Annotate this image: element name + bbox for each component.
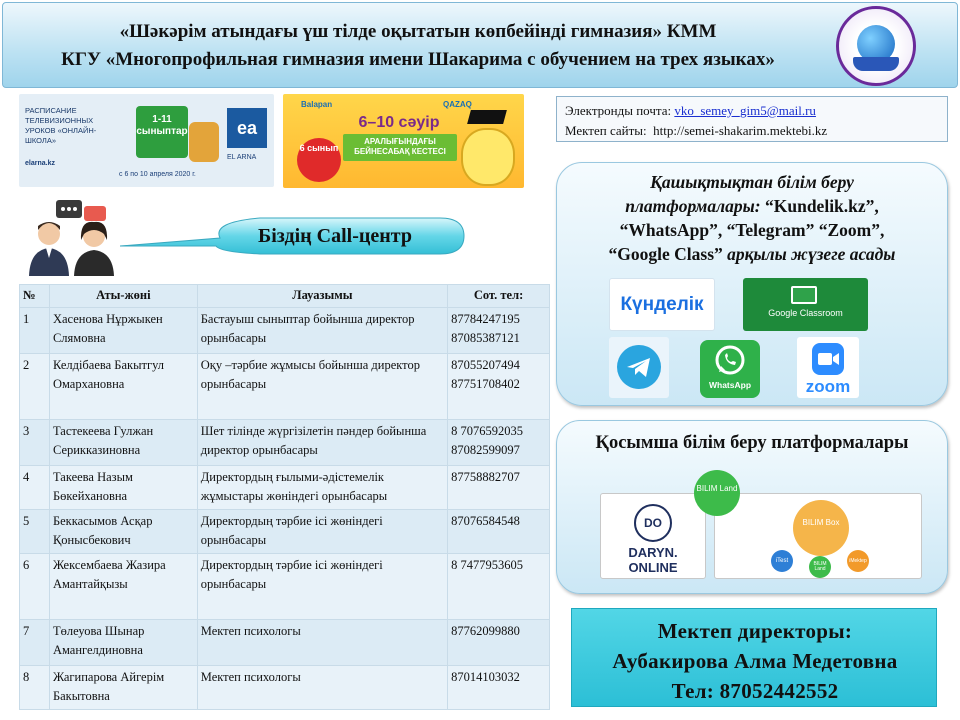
bilim-box-icon: BILIM Box bbox=[793, 500, 849, 556]
row-number: 5 bbox=[20, 510, 50, 554]
staff-name: Келдібаева Бакытгул Омархановна bbox=[49, 354, 197, 420]
staff-phones bbox=[448, 620, 550, 666]
staff-phones bbox=[448, 554, 550, 620]
daryn-online-logo[interactable] bbox=[600, 493, 706, 579]
zoom-logo[interactable] bbox=[797, 337, 859, 398]
call-center-label: Біздің Call-центр bbox=[258, 225, 412, 247]
row-number: 4 bbox=[20, 466, 50, 510]
staff-phones bbox=[448, 420, 550, 466]
classroom-board-icon bbox=[791, 286, 817, 304]
staff-phones bbox=[448, 510, 550, 554]
col-header-name: Аты-жөні bbox=[49, 285, 197, 308]
site-label: Мектеп сайты: bbox=[565, 122, 647, 138]
email-row bbox=[565, 101, 939, 121]
site-link[interactable]: http://semei-shakarim.mektebi.kz bbox=[653, 122, 828, 138]
book-icon bbox=[853, 57, 899, 71]
staff-position: Директордың тәрбие ісі жөніндегі орынбасары bbox=[197, 510, 447, 554]
director-name: Аубакирова Алма Медетовна bbox=[612, 649, 898, 673]
contact-box bbox=[556, 96, 948, 142]
director-phone[interactable]: Тел: 87052442552 bbox=[671, 679, 839, 703]
distance-line4-italic: арқылы жүзеге асады bbox=[722, 244, 896, 265]
qazaq-logo: QAZAQ bbox=[443, 100, 472, 109]
staff-name: Жагипарова Айгерім Бакытовна bbox=[49, 666, 197, 710]
zoom-camera-icon bbox=[812, 343, 844, 375]
row-number: 6 bbox=[20, 554, 50, 620]
director-box bbox=[571, 608, 937, 707]
kundelik-logo[interactable]: Күнделік bbox=[609, 278, 715, 331]
telegram-logo[interactable] bbox=[609, 337, 669, 398]
staff-position: Мектеп психологы bbox=[197, 666, 447, 710]
telegram-icon bbox=[617, 345, 661, 389]
table-row bbox=[20, 420, 550, 466]
row-number: 7 bbox=[20, 620, 50, 666]
distance-line4 bbox=[566, 242, 938, 266]
tv-lessons-dates: с 6 по 10 апреля 2020 г. bbox=[119, 171, 196, 178]
site-row bbox=[565, 121, 939, 141]
table-row bbox=[20, 510, 550, 554]
table-row bbox=[20, 354, 550, 420]
distance-line4-start: “Google Class” bbox=[608, 244, 723, 265]
bilim-land-icon[interactable]: BILIM Land bbox=[694, 470, 740, 516]
video-lessons-dates: 6–10 сәуір bbox=[358, 114, 440, 131]
staff-name: Жексембаева Жазира Амантайқызы bbox=[49, 554, 197, 620]
video-lessons-banner[interactable] bbox=[283, 94, 524, 188]
staff-phones bbox=[448, 466, 550, 510]
header-title-kz: «Шәкәрім атындағы үш тілде оқытатын көпбейінді гимназия» КММ bbox=[119, 21, 717, 42]
apple-grade-badge: 6 сынып bbox=[297, 138, 341, 182]
director-title: Мектеп директоры: bbox=[657, 619, 853, 643]
call-center-people-icon bbox=[24, 198, 124, 276]
daryn-do-icon: DO bbox=[634, 504, 672, 542]
phone-number[interactable]: 87076584548 bbox=[451, 514, 520, 528]
staff-phones bbox=[448, 354, 550, 420]
distance-line2-rest: “Kundelik.kz”, bbox=[760, 196, 879, 217]
backpack-icon bbox=[189, 122, 219, 162]
staff-position: Бастауыш сыныптар бойынша директор орынбасары bbox=[197, 308, 447, 354]
row-number: 8 bbox=[20, 666, 50, 710]
phone-number[interactable]: 87055207494 bbox=[451, 358, 520, 372]
staff-name: Тастекеева Гулжан Серикказиновна bbox=[49, 420, 197, 466]
table-row bbox=[20, 466, 550, 510]
video-lessons-subtitle: АРАЛЫҒЫНДАҒЫ БЕЙНЕСАБАҚ КЕСТЕСІ bbox=[343, 134, 457, 161]
tv-lessons-text: РАСПИСАНИЕ ТЕЛЕВИЗИОННЫХ УРОКОВ «ОНЛАЙН-ШКОЛА» bbox=[25, 106, 97, 146]
col-header-position: Лауазымы bbox=[197, 285, 447, 308]
table-row bbox=[20, 620, 550, 666]
distance-line2 bbox=[566, 194, 938, 218]
bilim-land-small-icon: BILIM Land bbox=[809, 556, 831, 578]
owl-icon bbox=[461, 128, 515, 186]
daryn-name-line1: DARYN. bbox=[628, 545, 678, 560]
grades-badge: 1-11 сыныптар bbox=[136, 106, 188, 158]
row-number: 3 bbox=[20, 420, 50, 466]
col-header-phone: Сот. тел: bbox=[448, 285, 550, 308]
phone-number[interactable]: 87082599097 bbox=[451, 443, 520, 458]
whatsapp-icon bbox=[700, 340, 760, 380]
el-arna-brand: EL ARNA bbox=[227, 154, 257, 161]
table-row bbox=[20, 666, 550, 710]
tv-lessons-banner[interactable] bbox=[19, 94, 274, 187]
el-arna-logo: ea bbox=[227, 108, 267, 148]
staff-name: Беккасымов Асқар Қонысбекович bbox=[49, 510, 197, 554]
phone-number[interactable]: 87085387121 bbox=[451, 331, 520, 346]
staff-name: Хасенова Нұржыкен Слямовна bbox=[49, 308, 197, 354]
distance-line3: “WhatsApp”, “Telegram” “Zoom”, bbox=[619, 220, 885, 241]
elarna-site: elarna.kz bbox=[25, 160, 55, 167]
staff-phones bbox=[448, 308, 550, 354]
google-classroom-label: Google Classroom bbox=[768, 308, 843, 318]
email-link[interactable]: vko_semey_gim5@mail.ru bbox=[674, 103, 816, 118]
staff-position: Директордың тәрбие ісі жөніндегі орынбасары bbox=[197, 554, 447, 620]
table-header-row bbox=[20, 285, 550, 308]
distance-line2-italic: платформалары: bbox=[625, 196, 761, 217]
staff-name: Төлеуова Шынар Амангелдиновна bbox=[49, 620, 197, 666]
distance-line1: Қашықтықтан білім беру bbox=[650, 172, 854, 192]
header-title-ru: КГУ «Многопрофильная гимназия имени Шакарима с обучением на трех языках» bbox=[61, 49, 775, 70]
school-logo bbox=[836, 6, 916, 86]
phone-number[interactable]: 87784247195 bbox=[451, 312, 520, 326]
phone-number[interactable]: 87751708402 bbox=[451, 377, 520, 392]
phone-number[interactable]: 87758882707 bbox=[451, 470, 520, 484]
row-number: 1 bbox=[20, 308, 50, 354]
staff-position: Оқу –тәрбие жұмысы бойынша директор орынбасары bbox=[197, 354, 447, 420]
imektep-icon: iMektep bbox=[847, 550, 869, 572]
additional-platforms-title: Қосымша білім беру платформалары bbox=[595, 433, 909, 453]
bilim-land-logo[interactable] bbox=[714, 493, 922, 579]
table-row bbox=[20, 554, 550, 620]
staff-phones bbox=[448, 666, 550, 710]
call-center-table bbox=[19, 284, 550, 710]
zoom-label: zoom bbox=[805, 377, 851, 396]
staff-position: Директордың ғылыми-әдістемелік жұмыстары жөніндегі орынбасары bbox=[197, 466, 447, 510]
col-header-number: № bbox=[20, 285, 50, 308]
row-number: 2 bbox=[20, 354, 50, 420]
distance-learning-text bbox=[566, 170, 938, 267]
phone-number[interactable]: 87014103032 bbox=[451, 670, 520, 684]
whatsapp-label: WhatsApp bbox=[708, 380, 752, 390]
google-classroom-logo[interactable] bbox=[743, 278, 868, 331]
table-row bbox=[20, 308, 550, 354]
header-banner bbox=[2, 2, 958, 88]
graduation-cap-icon bbox=[467, 110, 507, 124]
staff-name: Такеева Назым Бөкейхановна bbox=[49, 466, 197, 510]
staff-position: Мектеп психологы bbox=[197, 620, 447, 666]
itest-icon: iTest bbox=[771, 550, 793, 572]
daryn-online-name bbox=[601, 546, 705, 576]
balapan-logo: Balapan bbox=[301, 100, 333, 109]
email-label: Электронды почта: bbox=[565, 103, 672, 118]
daryn-name-line2: ONLINE bbox=[628, 559, 678, 575]
phone-number[interactable]: 8 7076592035 bbox=[451, 424, 523, 438]
phone-number[interactable]: 87762099880 bbox=[451, 624, 520, 638]
phone-number[interactable]: 8 7477953605 bbox=[451, 558, 523, 572]
whatsapp-logo[interactable] bbox=[700, 340, 760, 398]
staff-position: Шет тілінде жүргізілетін пәндер бойынша директор орынбасары bbox=[197, 420, 447, 466]
